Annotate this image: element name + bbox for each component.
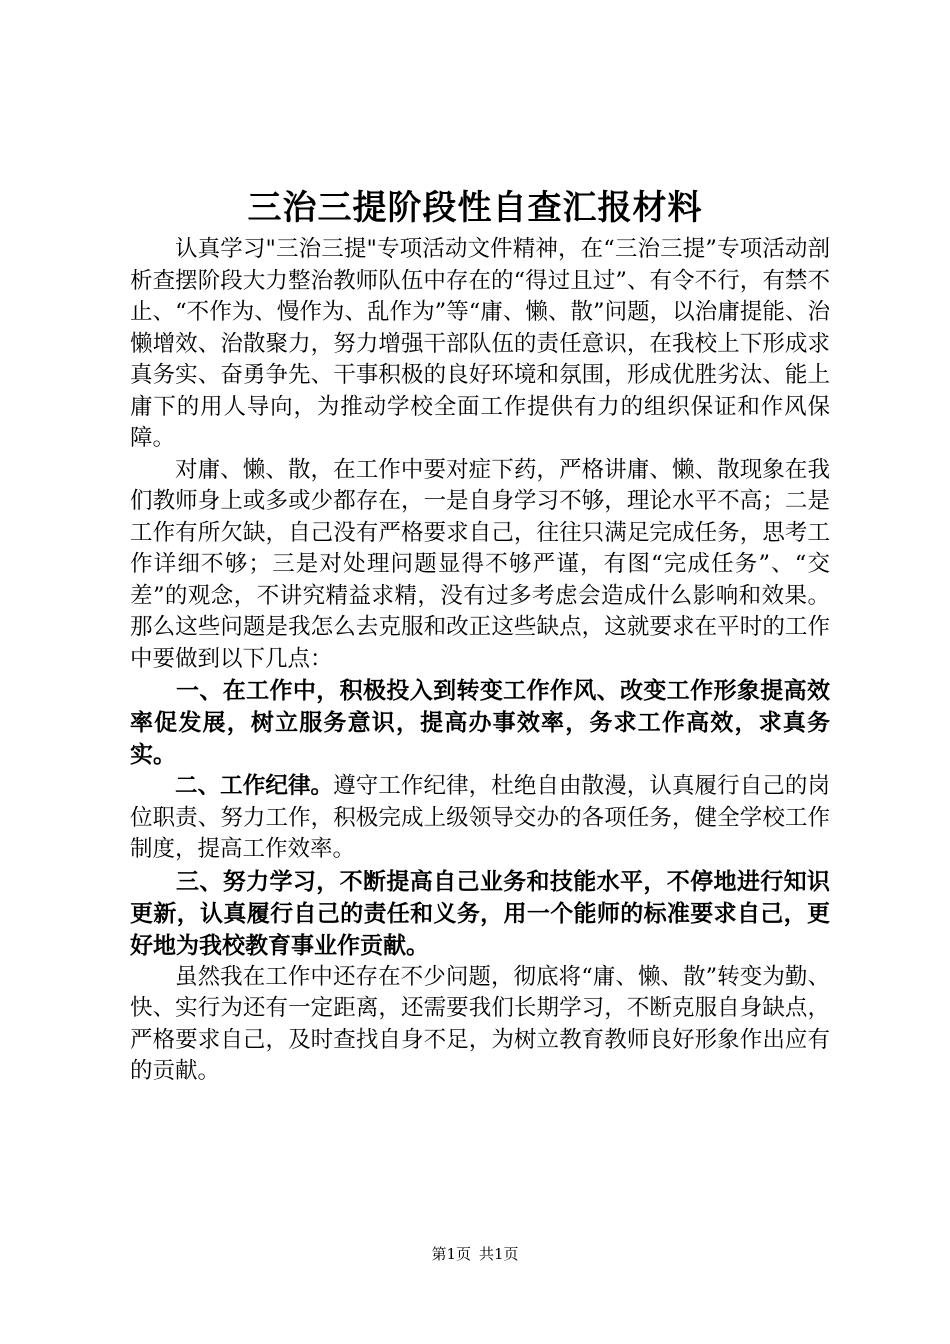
point-three-paragraph: 三、努力学习，不断提高自己业务和技能水平，不停地进行知识更新，认真履行自己的责任和义务，用一个能师的标准要求自己，更好地为我校教育事业作贡献。 — [130, 868, 830, 959]
analysis-paragraph: 对庸、懒、散，在工作中要对症下药，严格讲庸、懒、散现象在我们教师身上或多或少都存在，一是自身学习不够，理论水平不高；二是工作有所欠缺，自己没有严格要求自己，往往只满足完成任务，思考工作详细不够；三是对处理问题显得不够严谨，有图“完成任务”、“交差”的观念，不讲究精益求精，没有过多考虑会造成什么影响和效果。那么这些问题是我怎么去克服和改正这些缺点，这就要求在平时的工作中要做到以下几点： — [130, 456, 830, 672]
closing-paragraph: 虽然我在工作中还存在不少问题，彻底将“庸、懒、散”转变为勤、快、实行为还有一定距离，还需要我们长期学习，不断克服自身缺点，严格要求自己，及时查找自身不足，为树立教育教师良好形象作出应有的贡献。 — [130, 963, 830, 1084]
intro-paragraph: 认真学习"三治三提"专项活动文件精神，在“三治三提”专项活动剖析查摆阶段大力整治教师队伍中存在的“得过且过”、有令不行，有禁不止、“不作为、慢作为、乱作为”等“庸、懒、散”问题，以治庸提能、治懒增效、治散聚力，努力增强干部队伍的责任意识，在我校上下形成求真务实、奋勇争先、干事积极的良好环境和氛围，形成优胜劣汰、能上庸下的用人导向，为推动学校全面工作提供有力的组织保证和作风保障。 — [130, 236, 830, 451]
document-title: 三治三提阶段性自查汇报材料 — [247, 188, 703, 228]
point-two-body: 遵守工作纪律，杜绝自由散漫，认真履行自己的岗位职责、努力工作，积极完成上级领导交办的各项任务，健全学校工作制度，提高工作效率。 — [130, 773, 830, 862]
page-total: 共1页 — [479, 1245, 519, 1263]
page-footer — [0, 1244, 950, 1264]
point-two-paragraph — [130, 771, 830, 866]
point-two-heading: 二、工作纪律。 — [175, 773, 334, 799]
point-one-paragraph: 一、在工作中，积极投入到转变工作作风、改变工作形象提高效率促发展，树立服务意识，提高办事效率，务求工作高效，求真务实。 — [130, 678, 830, 768]
page-number: 第1页 — [431, 1245, 471, 1263]
document-body — [130, 234, 830, 1088]
